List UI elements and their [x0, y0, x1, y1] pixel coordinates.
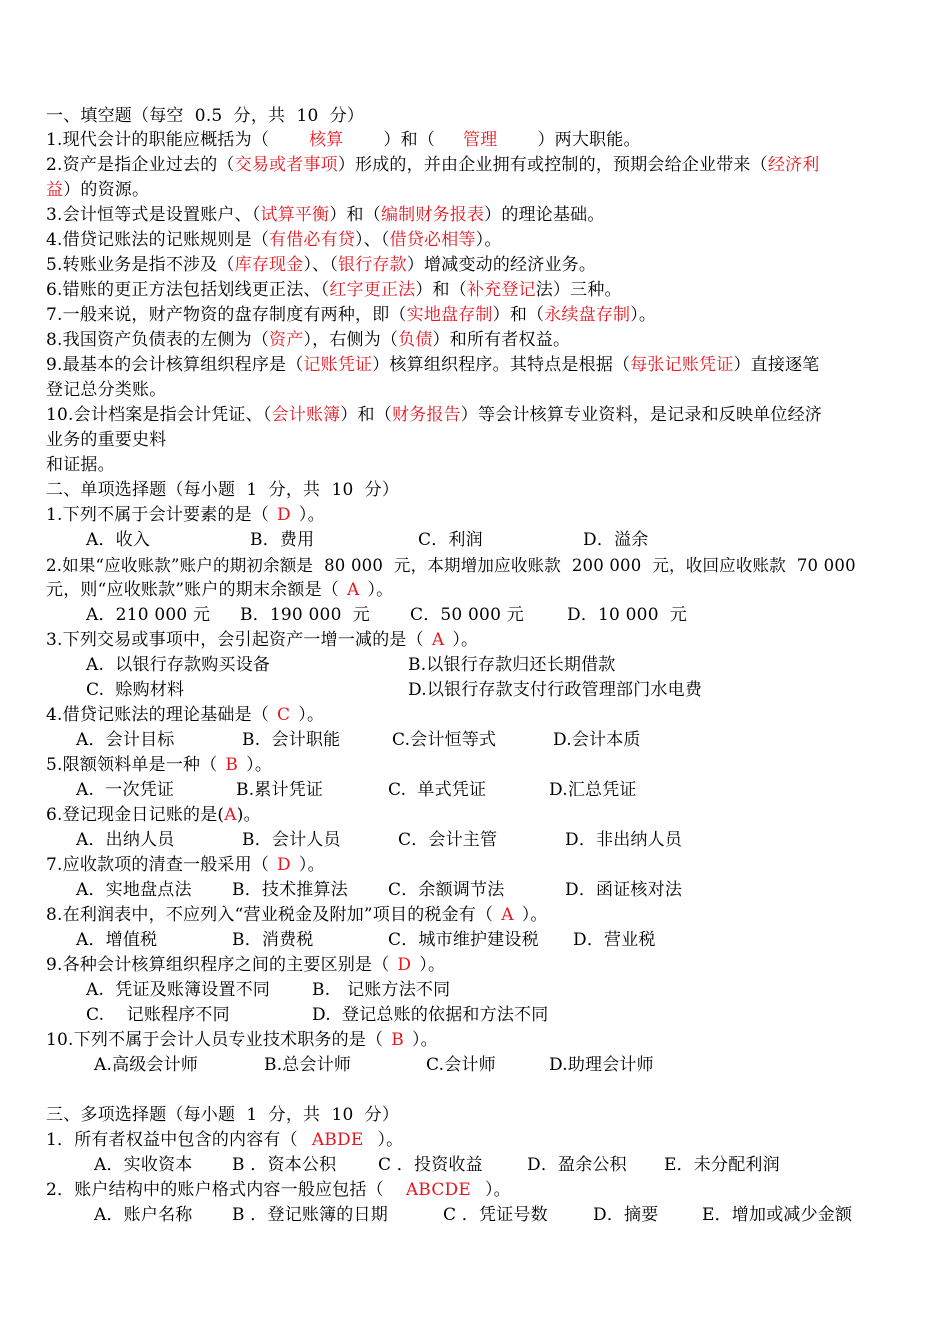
question-text: 5.限额领料单是一种（: [46, 755, 218, 775]
question-text: 6.错账的更正方法包括划线更正法、（: [46, 280, 330, 300]
question-text: 7.应收款项的清查一般采用（: [46, 855, 270, 875]
question-text: ）。: [484, 1180, 511, 1200]
question-text: ）。: [411, 1030, 438, 1050]
answer-text: ABCDE: [405, 1180, 471, 1200]
option-c: C ．投资收益: [378, 1155, 483, 1175]
option-d: D.汇总凭证: [549, 780, 637, 800]
question-text: ）。: [452, 630, 479, 650]
question-text: 3.下列交易或事项中，会引起资产一增一减的是（: [46, 630, 424, 650]
question-2-9: [46, 953, 445, 978]
question-2-2: 2.如果“应收账款”账户的期初余额是 80 000 元，本期增加应收账款 200 000 元，收回应收账款 70 000: [46, 556, 856, 575]
question-1-3: [46, 203, 605, 228]
question-text: 7.一般来说，财产物资的盘存制度有两种，即（: [46, 305, 407, 325]
option-c: C．50 000 元: [410, 605, 524, 625]
question-text: 5.转账业务是指不涉及（: [46, 255, 235, 275]
option-c: C. 赊购材料: [86, 680, 185, 700]
option-d: D.会计本质: [553, 730, 641, 750]
question-text: 法）三种。: [535, 280, 622, 300]
question-text: ）。: [419, 955, 446, 975]
answer-text: ABDE: [311, 1130, 364, 1150]
question-text: ）。: [298, 505, 325, 525]
option-c: C ．凭证号数: [443, 1205, 548, 1225]
answer-text: 红字更正法: [329, 280, 416, 300]
question-text: 10.下列不属于会计人员专业技术职务的是（: [46, 1030, 384, 1050]
question-2-4: [46, 703, 324, 728]
question-3-2: [46, 1178, 511, 1203]
option-c: C.会计恒等式: [392, 730, 497, 750]
answer-text: C: [277, 705, 291, 725]
question-text: ）和所有者权益。: [432, 330, 571, 350]
option-b: B.累计凭证: [236, 780, 324, 800]
question-text: 1.下列不属于会计要素的是（: [46, 505, 270, 525]
option-b: B．190 000 元: [240, 605, 370, 625]
question-text: 2.资产是指企业过去的（: [46, 155, 235, 175]
option-d: D．非出纳人员: [565, 830, 683, 850]
answer-text: A: [224, 805, 237, 825]
question-text: ）的理论基础。: [484, 205, 605, 225]
question-1-9-cont: 登记总分类账。: [46, 380, 167, 400]
option-a: A. 以银行存款购买设备: [86, 655, 271, 675]
answer-text: 借贷必相等: [389, 230, 476, 250]
question-text: ）两大职能。: [537, 130, 641, 150]
question-text: ）。: [246, 755, 273, 775]
question-2-7: [46, 853, 325, 878]
question-text: ）和（: [340, 405, 392, 425]
answer-text: D: [397, 955, 412, 975]
option-a: A．实收资本: [94, 1155, 193, 1175]
answer-text: D: [277, 505, 291, 525]
option-e: E．增加或减少金额: [702, 1205, 853, 1225]
answer-text: 管理: [463, 130, 498, 150]
answer-text: A: [501, 905, 514, 925]
question-text: ）和（: [329, 205, 381, 225]
option-b: B.总会计师: [264, 1055, 352, 1075]
answer-text: A: [346, 580, 360, 600]
question-text: 6.登记现金日记账的是(: [46, 805, 225, 825]
option-d: D．盈余公积: [527, 1155, 627, 1175]
question-text: )。: [236, 805, 261, 825]
question-2-3: [46, 628, 478, 653]
option-c: C．利润: [418, 530, 483, 550]
question-text: ）直接逐笔: [733, 355, 820, 375]
option-c: C. 记账程序不同: [86, 1005, 230, 1025]
option-c: C．城市维护建设税: [388, 930, 539, 950]
question-text: ）和（: [415, 280, 467, 300]
question-text: ）形成的，并由企业拥有或控制的，预期会给企业带来（: [337, 155, 768, 175]
option-b: B．消费税: [232, 930, 314, 950]
answer-text: 试算平衡: [260, 205, 330, 225]
answer-text: B: [391, 1030, 404, 1050]
question-text: 4.借贷记账法的记账规则是（: [46, 230, 270, 250]
question-1-10-cont2: 和证据。: [46, 455, 115, 475]
answer-text: 财务报告: [391, 405, 461, 425]
question-text: 10.会计档案是指会计凭证、（: [46, 405, 272, 425]
question-1-1: [46, 128, 641, 153]
option-d: D. 登记总账的依据和方法不同: [312, 1005, 549, 1025]
answer-text: 交易或者事项: [234, 155, 338, 175]
question-3-1: [46, 1128, 403, 1153]
option-a: A．出纳人员: [76, 830, 175, 850]
question-text: ），右侧为（: [303, 330, 399, 350]
question-text: ）。: [521, 905, 548, 925]
option-a: A．账户名称: [94, 1205, 193, 1225]
question-text: 1．所有者权益中包含的内容有（: [46, 1130, 298, 1150]
question-1-8: [46, 328, 570, 353]
option-d: D．摘要: [593, 1205, 659, 1225]
question-text: ）核算组织程序。其特点是根据（: [372, 355, 631, 375]
question-text: ）等会计核算专业资料，是记录和反映单位经济: [460, 405, 822, 425]
answer-text: 益: [46, 180, 64, 200]
question-1-5: [46, 253, 596, 278]
question-text: ）。: [475, 230, 502, 250]
section1-heading: 一、填空题（每空 0.5 分，共 10 分）: [46, 106, 365, 126]
question-2-5: [46, 753, 272, 778]
question-2-6: [46, 803, 261, 828]
question-text: 9.各种会计核算组织程序之间的主要区别是（: [46, 955, 390, 975]
question-1-4: [46, 228, 502, 253]
question-2-1: [46, 503, 325, 528]
option-a: A．实地盘点法: [76, 880, 192, 900]
option-d: D．函证核对法: [565, 880, 683, 900]
answer-text: A: [431, 630, 445, 650]
question-text: ）的资源。: [63, 180, 150, 200]
option-b: B．会计人员: [242, 830, 341, 850]
option-b: B. 记账方法不同: [312, 980, 451, 1000]
question-text: ）和（: [383, 130, 436, 150]
question-text: 元，则“应收账款”账户的期末余额是（: [46, 580, 339, 600]
question-1-2: [46, 153, 819, 178]
answer-text: 库存现金: [234, 255, 304, 275]
question-2-8: [46, 903, 548, 928]
question-text: ）、（: [355, 230, 390, 250]
option-a: A. 一次凭证: [76, 780, 175, 800]
option-a: A．会计目标: [76, 730, 175, 750]
option-d: D．营业税: [573, 930, 656, 950]
question-1-9: [46, 353, 819, 378]
question-2-2-cont: [46, 578, 393, 603]
question-text: 1.现代会计的职能应概括为（: [46, 130, 270, 150]
option-b: B.以银行存款归还长期借款: [408, 655, 616, 675]
option-b: B. 会计职能: [242, 730, 341, 750]
option-c: C．会计主管: [398, 830, 498, 850]
option-a: A.高级会计师: [94, 1055, 199, 1075]
answer-text: 负债: [398, 330, 433, 350]
answer-text: 经济利: [767, 155, 820, 175]
option-c: C.会计师: [426, 1055, 496, 1075]
question-1-10: [46, 403, 822, 428]
option-a: A．收入: [86, 530, 151, 550]
option-b: B ．登记账簿的日期: [232, 1205, 388, 1225]
answer-text: B: [225, 755, 239, 775]
question-text: 2．账户结构中的账户格式内容一般应包括（: [46, 1180, 384, 1200]
section2-heading: 二、单项选择题（每小题 1 分，共 10 分）: [46, 480, 400, 500]
question-text: ）。: [367, 580, 394, 600]
option-d: D．10 000 元: [567, 605, 688, 625]
question-text: ）。: [298, 855, 325, 875]
question-text: 9.最基本的会计核算组织程序是（: [46, 355, 304, 375]
question-1-6: [46, 278, 622, 303]
option-c: C．余额调节法: [388, 880, 505, 900]
answer-text: 实地盘存制: [406, 305, 493, 325]
answer-text: 每张记账凭证: [630, 355, 734, 375]
question-text: ）。: [298, 705, 325, 725]
option-b: B．费用: [250, 530, 315, 550]
question-text: ）。: [377, 1130, 404, 1150]
option-b: B ．资本公积: [232, 1155, 337, 1175]
question-text: 3.会计恒等式是设置账户、（: [46, 205, 261, 225]
question-text: ）、（: [303, 255, 339, 275]
option-a: A．增值税: [76, 930, 158, 950]
option-d: D.以银行存款支付行政管理部门水电费: [408, 680, 703, 700]
question-text: 8.在利润表中，不应列入“营业税金及附加”项目的税金有（: [46, 905, 494, 925]
question-text: ）增减变动的经济业务。: [406, 255, 597, 275]
option-a: A. 凭证及账簿设置不同: [86, 980, 271, 1000]
question-1-10-cont: 业务的重要史料: [46, 430, 167, 450]
answer-text: 有借必有贷: [269, 230, 356, 250]
question-1-2-cont: [46, 178, 149, 203]
option-d: D．溢余: [583, 530, 649, 550]
option-b: B．技术推算法: [232, 880, 348, 900]
answer-text: 编制财务报表: [380, 205, 485, 225]
answer-text: 记账凭证: [303, 355, 373, 375]
answer-text: D: [277, 855, 291, 875]
answer-text: 资产: [269, 330, 304, 350]
option-e: E．未分配利润: [664, 1155, 780, 1175]
answer-text: 核算: [309, 130, 344, 150]
question-text: ）。: [630, 305, 657, 325]
answer-text: 会计账簿: [271, 405, 341, 425]
question-text: 8.我国资产负债表的左侧为（: [46, 330, 270, 350]
option-a: A．210 000 元: [86, 605, 211, 625]
question-text: 4.借贷记账法的理论基础是（: [46, 705, 270, 725]
answer-text: 银行存款: [338, 255, 407, 275]
answer-text: 补充登记: [466, 280, 536, 300]
option-c: C. 单式凭证: [388, 780, 487, 800]
section3-heading: 三、多项选择题（每小题 1 分，共 10 分）: [46, 1105, 400, 1125]
option-d: D.助理会计师: [549, 1055, 654, 1075]
question-text: ）和（: [492, 305, 545, 325]
question-2-10: [46, 1028, 438, 1053]
question-1-7: [46, 303, 656, 328]
answer-text: 永续盘存制: [544, 305, 631, 325]
